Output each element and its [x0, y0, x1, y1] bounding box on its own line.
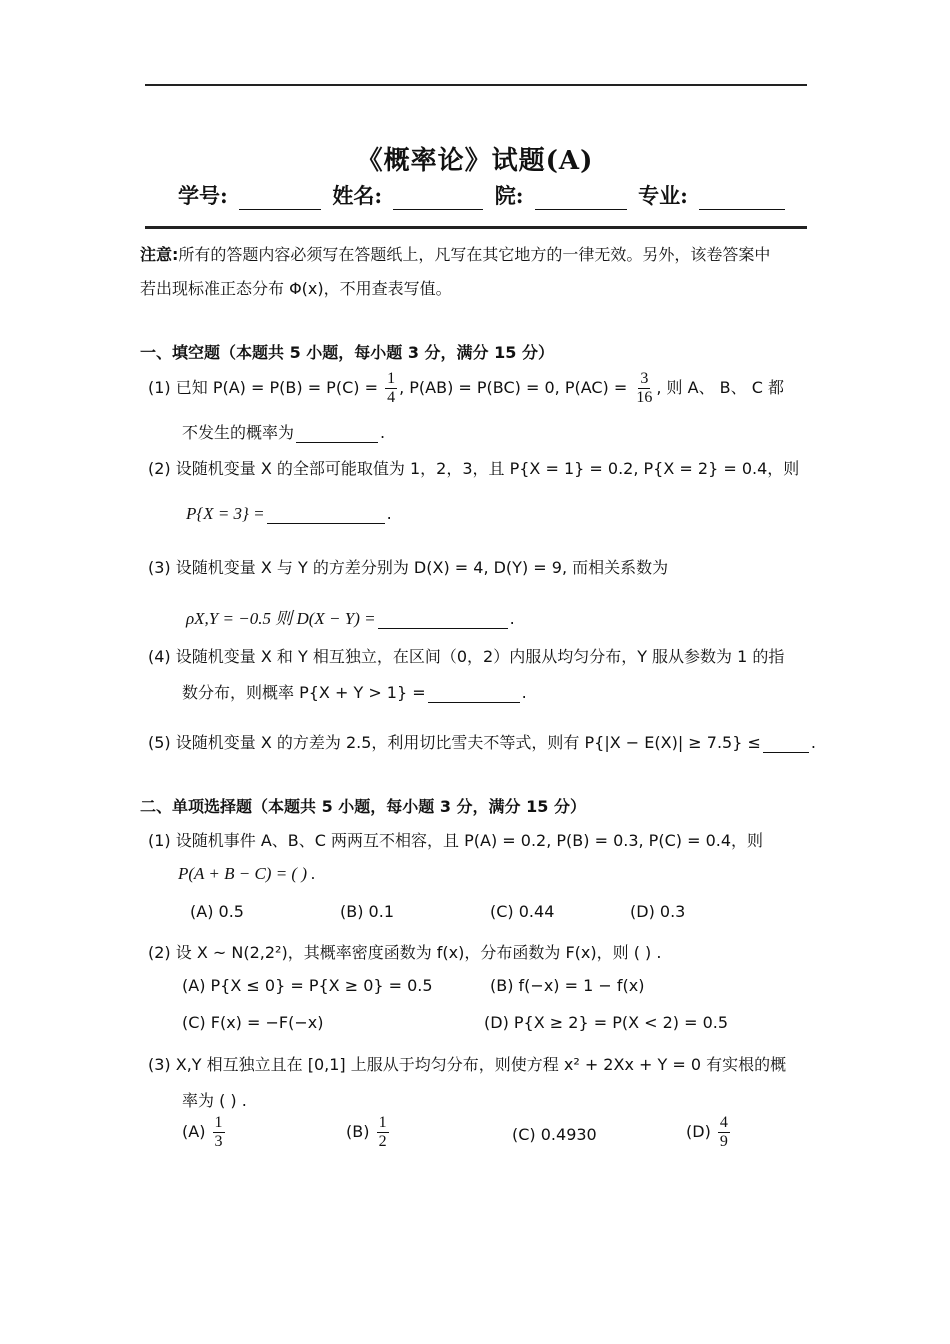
s1-q5-text: (5) 设随机变量 X 的方差为 2.5，利用切比雪夫不等式，则有 P{|X − E(X)| ≥ 7.5} ≤: [148, 733, 761, 752]
s2-q1-option-d[interactable]: (D) 0.3: [630, 902, 686, 921]
name-label: 姓名: [332, 183, 375, 208]
name-blank[interactable]: [393, 189, 483, 210]
student-id-blank[interactable]: [239, 189, 321, 210]
s2-q2-line1: (2) 设 X ~ N(2,2²)，其概率密度函数为 f(x)，分布函数为 F(x)，则 ( ) .: [148, 943, 662, 962]
s2-q1-option-c[interactable]: (C) 0.44: [490, 902, 555, 921]
s2-q2-option-b[interactable]: (B) f(−x) = 1 − f(x): [490, 976, 645, 995]
student-info-row: 学号: 姓名: 院: 专业:: [178, 180, 789, 210]
s2-q3-option-d-frac: $\frac{4}{9}$: [719, 1114, 728, 1150]
s1-q3-line2: ρX,Y = −0.5 则 D(X − Y) = .: [186, 609, 515, 628]
s1-q2-line1: (2) 设随机变量 X 的全部可能取值为 1，2，3，且 P{X = 1} = 0.2, P{X = 2} = 0.4，则: [148, 459, 800, 478]
s2-q1-line2: P(A + B − C) = ( ) .: [178, 864, 316, 883]
s1-q1-line2-text: 不发生的概率为: [182, 423, 295, 442]
exam-title: 《概率论》试题(A): [356, 146, 594, 176]
s2-q3-option-a[interactable]: [182, 1114, 227, 1151]
s1-q4-line2: 数分布，则概率 P{X + Y > 1} = .: [182, 683, 527, 702]
notice-line2: 若出现标准正态分布 Φ(x)，不用查表写值。: [140, 279, 452, 298]
notice-prefix: 注意:: [140, 245, 179, 264]
s1-q1-line2: 不发生的概率为 .: [182, 423, 386, 442]
s1-q4-line1: (4) 设随机变量 X 和 Y 相互独立，在区间（0，2）内服从均匀分布，Y 服从参数为 1 的指: [148, 647, 785, 666]
s2-q3-line1: (3) X,Y 相互独立且在 [0,1] 上服从于均匀分布，则使方程 x² + 2Xx + Y = 0 有实根的概: [148, 1055, 787, 1074]
s1-q4-expr: 数分布，则概率 P{X + Y > 1} =: [182, 683, 426, 702]
s2-q1-option-a[interactable]: (A) 0.5: [190, 902, 244, 921]
college-blank[interactable]: [535, 189, 627, 210]
s1-q1-answer-blank[interactable]: [296, 426, 378, 443]
s2-q3-option-b-frac: $\frac{1}{2}$: [378, 1114, 387, 1150]
s2-q3-option-a-label: (A): [182, 1122, 206, 1141]
s2-q2-option-c[interactable]: (C) F(x) = −F(−x): [182, 1013, 324, 1032]
section2-heading: 二、单项选择题（本题共 5 小题，每小题 3 分，满分 15 分）: [140, 797, 586, 816]
s1-q1-frac1: $\frac{1}{4}$: [387, 370, 396, 406]
s2-q2-option-a[interactable]: (A) P{X ≤ 0} = P{X ≥ 0} = 0.5: [182, 976, 433, 995]
college-label: 院: [494, 183, 516, 208]
s1-q1-text-c: , 则 A、 B、 C 都: [656, 378, 784, 397]
s2-q1-line1: (1) 设随机事件 A、B、C 两两互不相容，且 P(A) = 0.2, P(B) = 0.3, P(C) = 0.4，则: [148, 831, 764, 850]
top-rule: [145, 84, 807, 86]
s1-q5-answer-blank[interactable]: [763, 736, 809, 753]
s2-q3-option-d-label: (D): [686, 1122, 711, 1141]
s1-q1-text-a: (1) 已知 P(A) = P(B) = P(C) =: [148, 378, 378, 397]
s1-q2-answer-blank[interactable]: [267, 507, 385, 524]
s1-q2-line2: P{X = 3} = .: [186, 504, 392, 523]
s2-q3-option-b-label: (B): [346, 1122, 370, 1141]
s1-q1-text-b: , P(AB) = P(BC) = 0, P(AC) =: [399, 378, 628, 397]
s1-q4-answer-blank[interactable]: [428, 686, 520, 703]
s1-q1-line1: [148, 370, 784, 407]
s1-q5-line1: (5) 设随机变量 X 的方差为 2.5，利用切比雪夫不等式，则有 P{|X − E(X)| ≥ 7.5} ≤ .: [148, 733, 816, 752]
section1-heading: 一、填空题（本题共 5 小题，每小题 3 分，满分 15 分）: [140, 343, 554, 362]
header-rule: [145, 226, 807, 229]
s2-q3-line2: 率为 ( ) .: [182, 1091, 247, 1110]
s2-q3-option-d[interactable]: [686, 1114, 732, 1151]
notice-line1: 所有的答题内容必须写在答题纸上，凡写在其它地方的一律无效。另外，该卷答案中: [178, 245, 771, 264]
s2-q3-option-b[interactable]: [346, 1114, 391, 1151]
s2-q3-option-c[interactable]: (C) 0.4930: [512, 1125, 597, 1144]
s2-q2-option-d[interactable]: (D) P{X ≥ 2} = P(X < 2) = 0.5: [484, 1013, 729, 1032]
s1-q3-expr: ρX,Y = −0.5 则 D(X − Y) =: [186, 609, 376, 628]
s1-q2-expr: P{X = 3} =: [186, 504, 265, 523]
s2-q3-option-a-frac: $\frac{1}{3}$: [214, 1114, 223, 1150]
s1-q3-answer-blank[interactable]: [378, 612, 508, 629]
major-label: 专业: [638, 183, 681, 208]
notice: [140, 238, 770, 306]
s1-q1-frac2: $\frac{3}{16}$: [636, 370, 653, 406]
s1-q3-line1: (3) 设随机变量 X 与 Y 的方差分别为 D(X) = 4, D(Y) = 9, 而相关系数为: [148, 558, 669, 577]
major-blank[interactable]: [699, 189, 785, 210]
s2-q1-option-b[interactable]: (B) 0.1: [340, 902, 394, 921]
student-id-label: 学号: [178, 183, 220, 208]
